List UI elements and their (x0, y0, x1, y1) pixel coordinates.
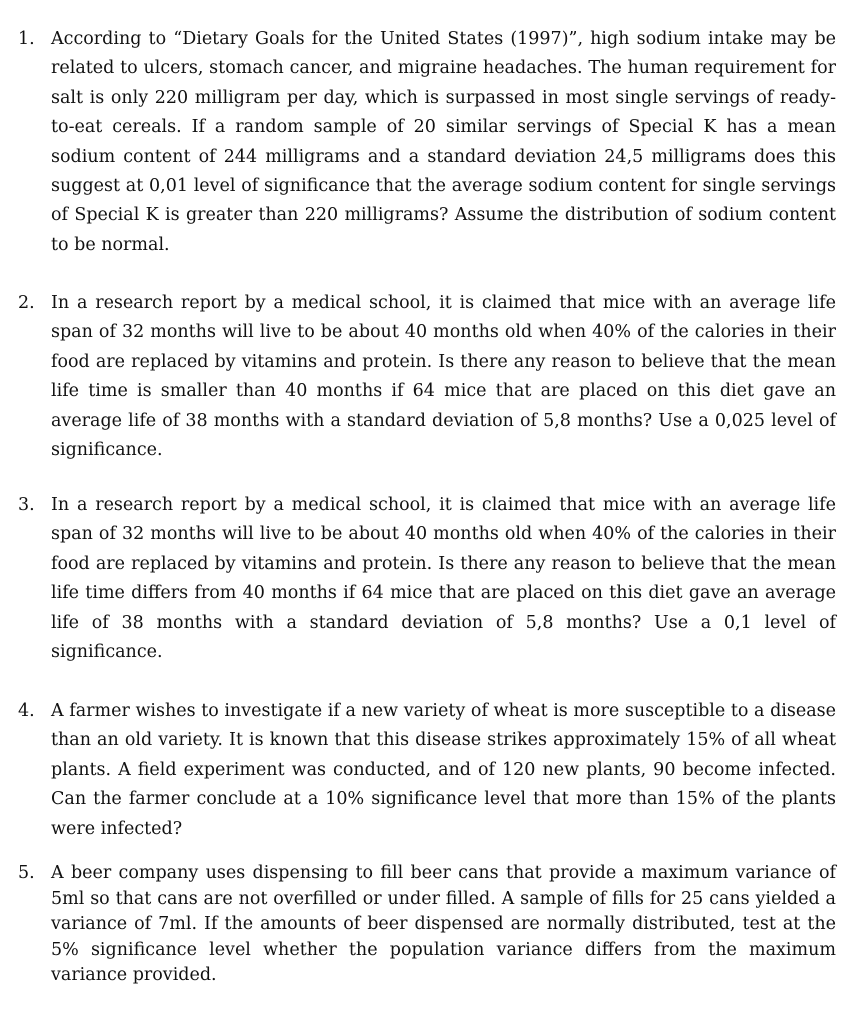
problem-3 (18, 491, 836, 667)
problem-text: A beer company uses dispensing to fill beer cans that provide a maximum variance of 5ml so that cans are not overfilled or under filled. A sample of fills for 25 cans yielded a variance of 7ml. If the amounts of beer dispensed are normally distributed, test at the 5% significance level whether the population variance differs from the maximum variance provided. (51, 863, 836, 986)
problem-4 (18, 697, 836, 844)
problem-number: 4. (18, 701, 35, 721)
problem-2 (18, 289, 836, 465)
problem-text: In a research report by a medical school, it is claimed that mice with an average life span of 32 months will live to be about 40 months old when 40% of the calories in their food are replaced by vitamins and protein. Is there any reason to believe that the mean life time is smaller than 40 months if 64 mice that are placed on this diet gave an average life of 38 months with a standard deviation of 5,8 months? Use a 0,025 level of significance. (51, 293, 836, 461)
problem-number: 1. (18, 29, 35, 49)
problem-text: In a research report by a medical school, it is claimed that mice with an average life span of 32 months will live to be about 40 months old when 40% of the calories in their food are replaced by vitamins and protein. Is there any reason to believe that the mean life time differs from 40 months if 64 mice that are placed on this diet gave an average life of 38 months with a standard deviation of 5,8 months? Use a 0,1 level of significance. (51, 495, 836, 663)
problem-text: A farmer wishes to investigate if a new variety of wheat is more susceptible to a disease than an old variety. It is known that this disease strikes approximately 15% of all wheat plants. A field experiment was conducted, and of 120 new plants, 90 become infected. Can the farmer conclude at a 10% significance level that more than 15% of the plants were infected? (51, 701, 836, 839)
problem-1 (18, 25, 836, 260)
problem-number: 2. (18, 293, 35, 313)
problem-number: 3. (18, 495, 35, 515)
problem-5 (18, 861, 836, 989)
problem-text: According to “Dietary Goals for the United States (1997)”, high sodium intake may be related to ulcers, stomach cancer, and migraine headaches. The human requirement for salt is only 220 milligram per day, which is surpassed in most single servings of ready-to-eat cereals. If a random sample of 20 similar servings of Special K has a mean sodium content of 244 milligrams and a standard deviation 24,5 milligrams does this suggest at 0,01 level of significance that the average sodium content for single servings of Special K is greater than 220 milligrams? Assume the distribution of sodium content to be normal. (51, 29, 836, 255)
problem-number: 5. (18, 863, 35, 883)
